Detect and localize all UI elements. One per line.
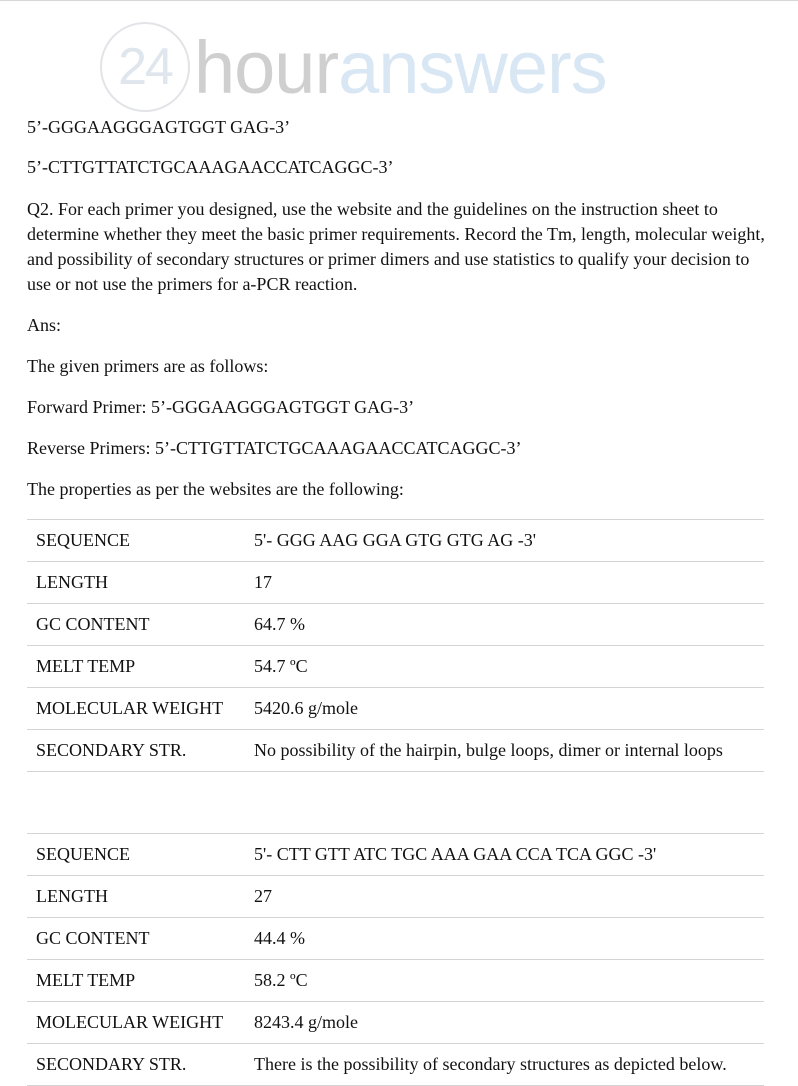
property-value: 27 xyxy=(254,876,764,918)
table-row xyxy=(27,604,764,646)
sequence-line-1: 5’-GGGAAGGGAGTGGT GAG-3’ xyxy=(27,117,291,137)
property-name: SECONDARY STR. xyxy=(27,730,254,772)
property-value: 64.7 % xyxy=(254,604,764,646)
forward-primer-line: Forward Primer: 5’-GGGAAGGGAGTGGT GAG-3’ xyxy=(27,397,415,417)
property-value: 5420.6 g/mole xyxy=(254,688,764,730)
property-name: GC CONTENT xyxy=(27,918,254,960)
property-value: 5'- CTT GTT ATC TGC AAA GAA CCA TCA GGC -3' xyxy=(254,834,764,876)
reverse-primer-properties-table xyxy=(27,833,764,1086)
given-primers-intro: The given primers are as follows: xyxy=(27,356,269,376)
property-value: No possibility of the hairpin, bulge loops, dimer or internal loops xyxy=(254,730,764,772)
question-paragraph: Q2. For each primer you designed, use the website and the guidelines on the instruction sheet to determine whether they meet the basic primer requirements. Record the Tm, length, molecular weight, and possibility of secondary structures or primer dimers and use statistics to qualify your decision to use or not use the primers for a-PCR reaction. xyxy=(27,199,765,294)
table-row xyxy=(27,730,764,772)
table-row xyxy=(27,834,764,876)
table-row xyxy=(27,918,764,960)
property-value: 44.4 % xyxy=(254,918,764,960)
property-name: MELT TEMP xyxy=(27,646,254,688)
table-row xyxy=(27,876,764,918)
property-value: 5'- GGG AAG GGA GTG GTG AG -3' xyxy=(254,520,764,562)
property-value: 54.7 ºC xyxy=(254,646,764,688)
property-value: 8243.4 g/mole xyxy=(254,1002,764,1044)
watermark-logo xyxy=(100,19,607,115)
table-row xyxy=(27,688,764,730)
property-value: There is the possibility of secondary structures as depicted below. xyxy=(254,1044,764,1086)
property-name: MOLECULAR WEIGHT xyxy=(27,688,254,730)
property-name: MOLECULAR WEIGHT xyxy=(27,1002,254,1044)
forward-primer-properties-table xyxy=(27,519,764,772)
answer-label: Ans: xyxy=(27,315,62,335)
table-row xyxy=(27,520,764,562)
property-name: SEQUENCE xyxy=(27,520,254,562)
table-row xyxy=(27,562,764,604)
logo-circle: 24 xyxy=(100,22,190,112)
property-name: GC CONTENT xyxy=(27,604,254,646)
property-name: LENGTH xyxy=(27,876,254,918)
property-name: MELT TEMP xyxy=(27,960,254,1002)
table-row xyxy=(27,960,764,1002)
logo-word-answers: answers xyxy=(338,25,607,109)
table-row xyxy=(27,1002,764,1044)
reverse-primer-line: Reverse Primers: 5’-CTTGTTATCTGCAAAGAACCATCAGGC-3’ xyxy=(27,438,522,458)
property-value: 17 xyxy=(254,562,764,604)
sequence-line-2: 5’-CTTGTTATCTGCAAAGAACCATCAGGC-3’ xyxy=(27,157,394,177)
property-name: LENGTH xyxy=(27,562,254,604)
property-value: 58.2 ºC xyxy=(254,960,764,1002)
property-name: SEQUENCE xyxy=(27,834,254,876)
table-row xyxy=(27,646,764,688)
property-name: SECONDARY STR. xyxy=(27,1044,254,1086)
table-row xyxy=(27,1044,764,1086)
properties-intro: The properties as per the websites are the following: xyxy=(27,479,404,499)
logo-word-hour: hour xyxy=(194,25,339,109)
